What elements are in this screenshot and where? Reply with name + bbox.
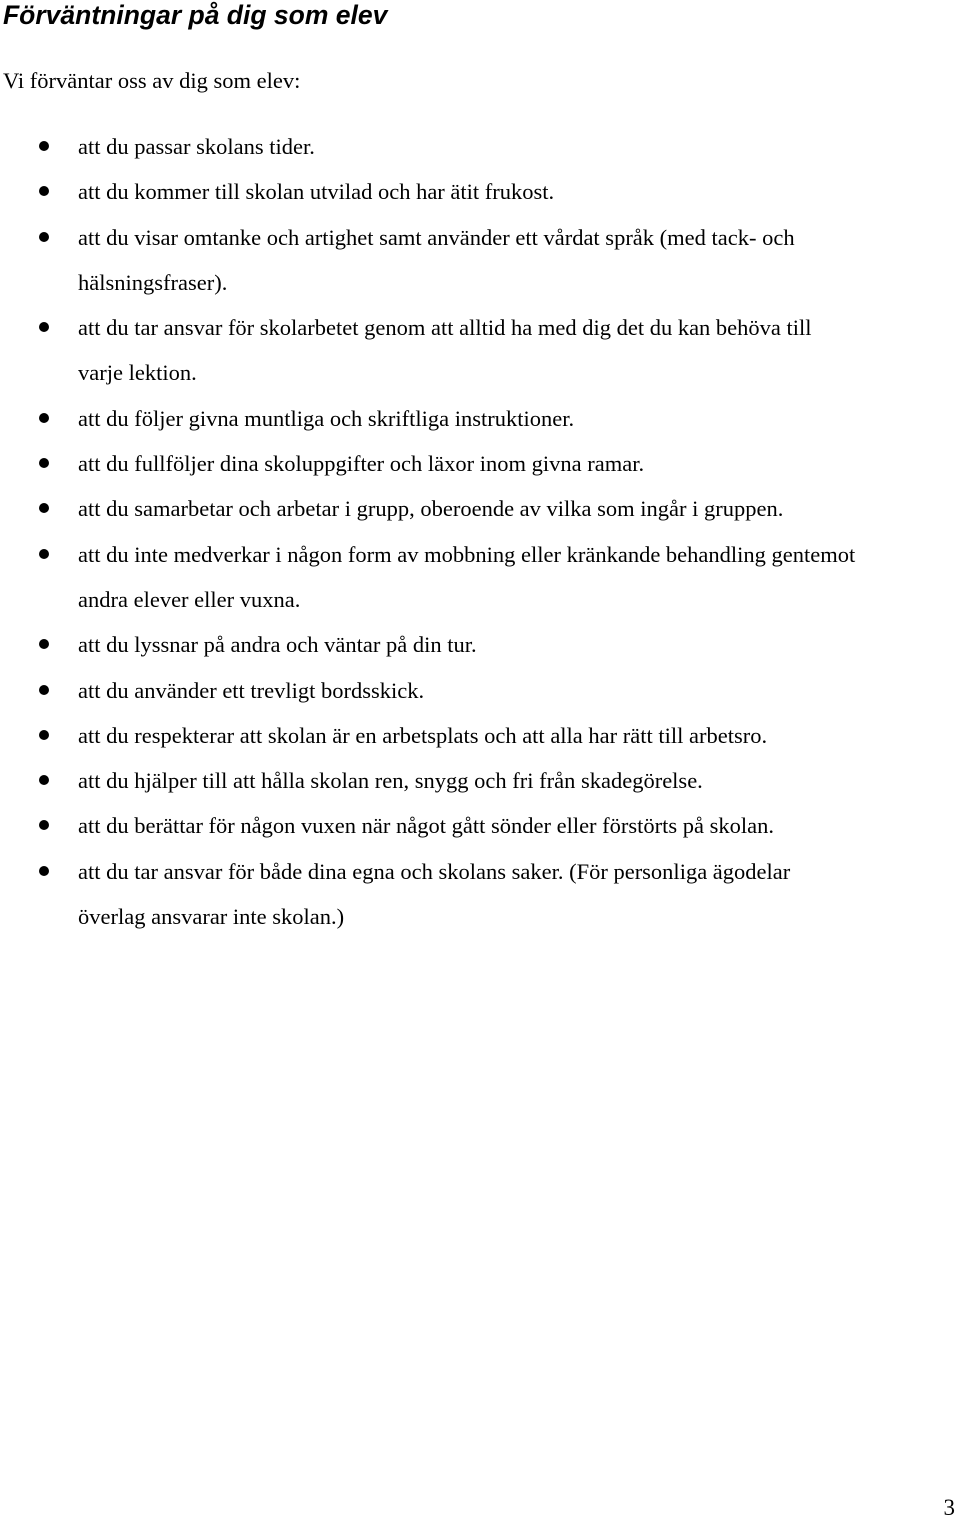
bullet-icon	[39, 413, 49, 423]
list-item-text-continued: varje lektion.	[78, 360, 197, 386]
expectations-list	[0, 124, 960, 939]
list-item	[0, 441, 960, 486]
bullet-icon	[39, 458, 49, 468]
bullet-icon	[39, 730, 49, 740]
bullet-icon	[39, 141, 49, 151]
list-item-text: att du visar omtanke och artighet samt använder ett vårdat språk (med tack- och	[78, 224, 795, 250]
page-number: 3	[943, 1495, 955, 1520]
list-item	[0, 215, 960, 306]
bullet-icon	[39, 549, 49, 559]
list-item-text: att du lyssnar på andra och väntar på din tur.	[78, 632, 477, 658]
list-item-text: att du samarbetar och arbetar i grupp, oberoende av vilka som ingår i gruppen.	[78, 496, 784, 522]
list-item-text: att du kommer till skolan utvilad och har ätit frukost.	[78, 179, 555, 205]
list-item	[0, 622, 960, 667]
list-item-text-continued: andra elever eller vuxna.	[78, 586, 301, 612]
list-item-text-continued: överlag ansvarar inte skolan.)	[78, 904, 345, 930]
list-item-text-continued: hälsningsfraser).	[78, 269, 228, 295]
list-item	[0, 803, 960, 848]
list-item	[0, 305, 960, 396]
bullet-icon	[39, 866, 49, 876]
list-item-text: att du passar skolans tider.	[78, 134, 315, 159]
list-item	[0, 124, 960, 169]
bullet-icon	[39, 775, 49, 785]
bullet-icon	[39, 322, 49, 332]
list-item	[0, 169, 960, 214]
list-item	[0, 668, 960, 713]
bullet-icon	[39, 639, 49, 649]
list-item	[0, 713, 960, 758]
bullet-icon	[39, 186, 49, 196]
list-item-text: att du respekterar att skolan är en arbetsplats och att alla har rätt till arbetsro.	[78, 722, 768, 748]
list-item-text: att du fullföljer dina skoluppgifter och läxor inom givna ramar.	[78, 451, 645, 477]
list-item-text: att du inte medverkar i någon form av mobbning eller kränkande behandling gentemot	[78, 541, 856, 567]
list-item	[0, 486, 960, 531]
list-item-text: att du tar ansvar för skolarbetet genom att alltid ha med dig det du kan behöva till	[78, 315, 812, 341]
bullet-icon	[39, 685, 49, 695]
page-title: Förväntningar på dig som elev	[3, 0, 388, 30]
list-item-text: att du tar ansvar för både dina egna och skolans saker. (För personliga ägodelar	[78, 858, 791, 884]
list-item	[0, 396, 960, 441]
list-item-text: att du använder ett trevligt bordsskick.	[78, 677, 425, 703]
list-item	[0, 532, 960, 623]
list-item-text: att du hjälper till att hålla skolan ren, snygg och fri från skadegörelse.	[78, 768, 703, 794]
intro-text: Vi förväntar oss av dig som elev:	[3, 68, 301, 93]
list-item	[0, 758, 960, 803]
list-item-text: att du berättar för någon vuxen när något gått sönder eller förstörts på skolan.	[78, 813, 775, 839]
bullet-icon	[39, 232, 49, 242]
bullet-icon	[39, 820, 49, 830]
list-item	[0, 849, 960, 940]
bullet-icon	[39, 503, 49, 513]
list-item-text: att du följer givna muntliga och skriftliga instruktioner.	[78, 405, 575, 431]
